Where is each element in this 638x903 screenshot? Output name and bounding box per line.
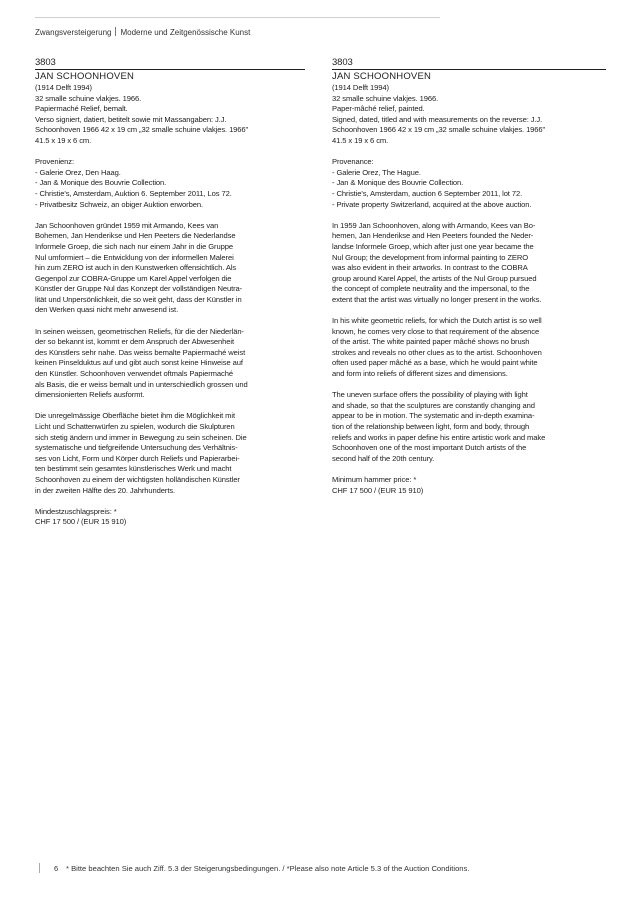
text-line: often used paper mâché as a base, which he would paint white [332,358,538,368]
provenance-line: - Christie's, Amsterdam, auction 6 September 2011, lot 72. [332,188,523,198]
price-label: Minimum hammer price: * [332,474,417,484]
description-paragraph [332,390,606,464]
header-section: Zwangsversteigerung [35,28,112,37]
text-line: strokes and reveals no other clues as to the artist. Schoonhoven [332,347,542,357]
detail-line: Paper-mâché relief, painted. [332,104,425,114]
text-line: Schoonhoven one of the most important Dutch artists of the [332,443,527,453]
lot-details [35,83,305,147]
price-block [332,475,606,496]
text-line: keinen Pinselduktus auf und gibt auch sonst keine Hinweise auf [35,358,243,368]
artist-name: JAN SCHOONHOVEN [332,71,432,82]
page-footer [35,863,469,873]
text-line: In seinen weissen, geometrischen Reliefs, für die der Niederlän- [35,326,244,336]
header-rule [35,17,440,18]
text-line: Informele Groep, die sich nach nur einem Jahr in die Gruppe [35,241,233,251]
provenance-line: Provenance: [332,157,374,167]
lot-rule [35,69,305,70]
text-line: of the artist. The white painted paper mâché shows no brush [332,337,530,347]
text-line: Gegenpol zur COBRA-Gruppe um Karel Appel verfolgen die [35,273,232,283]
text-line: der so bekannt ist, kommt er dem Anspruch der Abwesenheit [35,337,235,347]
text-line: and form into reliefs of different sizes and dimensions. [332,369,508,379]
text-line: appear to be in motion. The systematic and in-depth examina- [332,411,535,421]
description-paragraph [332,221,606,306]
text-line: Schoonhoven zu einem der wichtigsten holländischen Künstler [35,474,240,484]
text-line: in der zweiten Hälfte des 20. Jahrhunderts. [35,485,176,495]
text-line: sich stetig ändern und immer in Bewegung zu sein scheinen. Die [35,432,247,442]
text-line: the concept of complete neutrality and the impersonal, to the [332,284,530,294]
price-block [35,507,305,528]
text-line: landse Informele Groep, which after just one year became the [332,241,534,251]
text-line: extent that the artist was virtually no longer present in the works. [332,294,542,304]
text-line: Nul Group; the development from informal painting to ZERO [332,252,529,262]
text-line: In his white geometric reliefs, for which the Dutch artist is so well [332,316,542,326]
text-line: Bohemen, Jan Henderikse und Hen Peeters die Nederlandse [35,231,236,241]
description-paragraph [35,411,305,496]
description-paragraph [35,327,305,401]
text-line: and shade, so that the sculptures are constantly changing and [332,400,535,410]
price-value: CHF 17 500 / (EUR 15 910) [35,517,127,527]
header-divider [115,27,116,36]
price-value: CHF 17 500 / (EUR 15 910) [332,485,424,495]
lot-entry-german [35,57,305,528]
detail-line: (1914 Delft 1994) [35,83,92,92]
provenance-line: Provenienz: [35,157,75,167]
provenance [35,157,305,210]
detail-line: Verso signiert, datiert, betitelt sowie mit Massangaben: J.J. [35,114,227,124]
text-line: In 1959 Jan Schoonhoven, along with Armando, Kees van Bo- [332,220,536,230]
provenance-line: - Privatbesitz Schweiz, an obiger Auktion erworben. [35,199,203,209]
provenance-line: - Galerie Orez, The Hague. [332,167,421,177]
detail-line: Papiermaché Relief, bemalt. [35,104,128,114]
running-header [35,27,440,37]
footnote: * Bitte beachten Sie auch Ziff. 5.3 der Steigerungsbedingungen. / *Please also note Article 5.3 of the Auction Conditions. [66,864,470,873]
provenance [332,157,606,210]
text-line: second half of the 20th century. [332,453,435,463]
text-line: systematische und tiefgreifende Untersuchung des Verhältnis- [35,443,238,453]
detail-line: Signed, dated, titled and with measurements on the reverse: J.J. [332,114,543,124]
header-category: Moderne und Zeitgenössische Kunst [120,28,251,37]
text-line: Jan Schoonhoven gründet 1959 mit Armando, Kees van [35,220,219,230]
price-label: Mindestzuschlagspreis: * [35,506,117,516]
text-line: den Werken quasi nicht mehr anwesend ist. [35,305,179,315]
text-line: ses von Licht, Form und Körper durch Reliefs und Papierarbei- [35,453,240,463]
page-number: 6 [54,864,59,873]
lot-entry-english [332,57,606,496]
detail-line: 32 smalle schuine vlakjes. 1966. [332,93,439,103]
text-line: Künstler der Gruppe Nul das Konzept der vollständigen Neutra- [35,284,243,294]
description-paragraph [332,316,606,380]
detail-line: 41.5 x 19 x 6 cm. [332,135,389,145]
text-line: ten bestimmt sein gesamtes künstlerisches Werk und macht [35,464,232,474]
lot-number: 3803 [332,57,353,68]
lot-details [332,83,606,147]
detail-line: 41.5 x 19 x 6 cm. [35,135,92,145]
provenance-line: - Jan & Monique des Bouvrie Collection. [332,178,464,188]
text-line: known, he comes very close to that requirement of the absence [332,326,540,336]
text-line: reliefs and works in paper define his entire artistic work and make [332,432,546,442]
text-line: hemen, Jan Henderikse and Hen Peeters founded the Neder- [332,231,534,241]
text-line: lität und Unpersönlichkeit, die so weit geht, dass der Künstler in [35,294,242,304]
text-line: den Künstler. Schoonhoven verwendet oftmals Papiermaché [35,369,233,379]
provenance-line: - Christie's, Amsterdam, Auktion 6. September 2011, Los 72. [35,188,232,198]
provenance-line: - Private property Switzerland, acquired at the above auction. [332,199,532,209]
provenance-line: - Galerie Orez, Den Haag. [35,167,121,177]
text-line: Nul umformiert – die Entwicklung von der informellen Malerei [35,252,234,262]
provenance-line: - Jan & Monique des Bouvrie Collection. [35,178,167,188]
text-line: des Künstlers sehr nahe. Das weiss bemalte Papiermaché weist [35,347,246,357]
detail-line: 32 smalle schuine vlakjes. 1966. [35,93,142,103]
description-paragraph [35,221,305,316]
lot-rule [332,69,606,70]
text-line: was also evident in their artworks. In contrast to the COBRA [332,263,528,273]
text-line: group around Karel Appel, the artists of the Nul Group pursued [332,273,537,283]
text-line: Die unregelmässige Oberfläche bietet ihm die Möglichkeit mit [35,411,235,421]
text-line: als Basis, die er weiss bemalt und in unterschiedlich grossen und [35,379,248,389]
text-line: tion of the relationship between light, form and body, through [332,422,530,431]
artist-name: JAN SCHOONHOVEN [35,71,135,82]
detail-line: Schoonhoven 1966 42 x 19 cm „32 smalle schuine vlakjes. 1966" [35,125,249,135]
detail-line: (1914 Delft 1994) [332,83,389,92]
text-line: The uneven surface offers the possibility of playing with light [332,390,528,400]
text-line: Licht und Schattenwürfen zu spielen, wodurch die Skulpturen [35,422,235,431]
lot-number: 3803 [35,57,56,68]
text-line: hin zum ZERO ist auch in den Kunstwerken offensichtlich. Als [35,263,237,273]
footer-divider [39,863,40,873]
detail-line: Schoonhoven 1966 42 x 19 cm „32 smalle schuine vlakjes. 1966" [332,125,546,135]
text-line: dimensionierten Reliefs ausformt. [35,390,145,400]
